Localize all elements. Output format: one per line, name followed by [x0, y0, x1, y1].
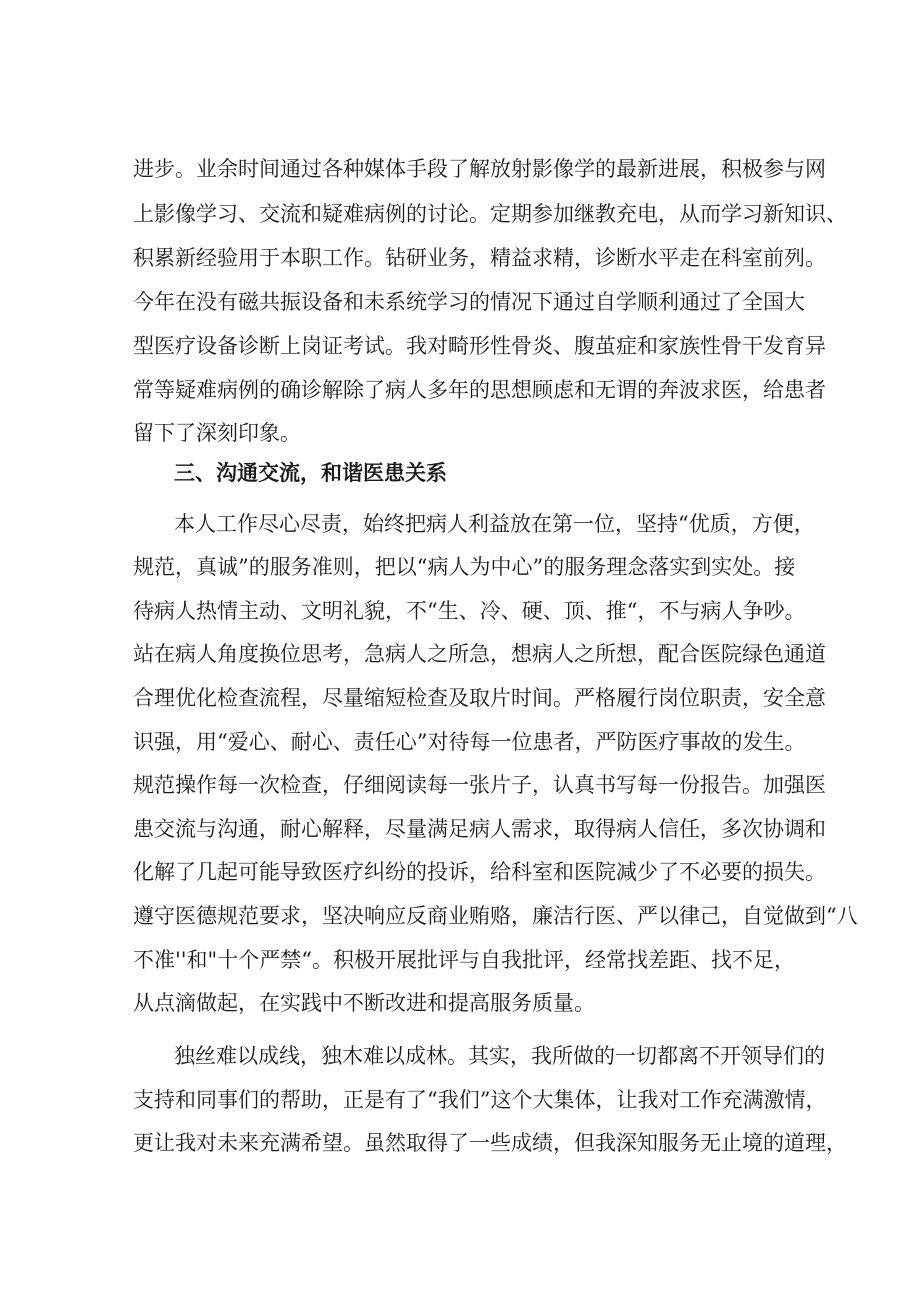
section-heading: 三、沟通交流，和谐医患关系: [174, 460, 447, 485]
paragraph-2-line: 本人工作尽心尽责，始终把病人利益放在第一位，坚持“优质，方便，: [174, 512, 815, 536]
paragraph-2-line: 不准''和"十个严禁“。积极开展批评与自我批评，经常找差距、找不足，: [133, 948, 795, 972]
paragraph-1-line: 型医疗设备诊断上岗证考试。我对畸形性骨炎、腹茧症和家族性骨干发育异: [133, 334, 826, 358]
paragraph-2-line: 规范，真诚”的服务准则，把以“病人为中心”的服务理念落实到实处。接: [133, 555, 796, 579]
paragraph-3-line: 独丝难以成线，独木难以成林。其实，我所做的一切都离不开领导们的: [174, 1044, 825, 1068]
paragraph-2-line: 站在病人角度换位思考，急病人之所急，想病人之所想，配合医院绿色通道: [133, 642, 826, 666]
paragraph-1-line: 留下了深刻印象。: [133, 421, 301, 445]
paragraph-2-line: 化解了几起可能导致医疗纠纷的投诉，给科室和医院减少了不必要的损失。: [133, 860, 826, 884]
paragraph-3-line: 更让我对未来充满希望。虽然取得了一些成绩，但我深知服务无止境的道理，: [133, 1131, 847, 1155]
paragraph-1-line: 今年在没有磁共振设备和未系统学习的情况下通过自学顺利通过了全国大: [133, 290, 805, 314]
paragraph-1-line: 积累新经验用于本职工作。钻研业务，精益求精，诊断水平走在科室前列。: [133, 246, 826, 270]
paragraph-2-line: 患交流与沟通，耐心解释，尽量满足病人需求，取得病人信任，多次协调和: [133, 817, 826, 841]
paragraph-2-line: 规范操作每一次检查，仔细阅读每一张片子，认真书写每一份报告。加强医: [133, 773, 826, 797]
paragraph-2-line: 待病人热情主动、文明礼貌，不“生、冷、硬、顶、推“，不与病人争吵。: [133, 599, 806, 623]
paragraph-1-line: 进步。业余时间通过各种媒体手段了解放射影像学的最新进展，积极参与网: [133, 157, 826, 181]
paragraph-1-line: 上影像学习、交流和疑难病例的讨论。定期参加继教充电，从而学习新知识、: [133, 202, 847, 226]
paragraph-1-line: 常等疑难病例的确诊解除了病人多年的思想顾虑和无谓的奔波求医，给患者: [133, 378, 826, 402]
paragraph-2-line: 合理优化检查流程，尽量缩短检查及取片时间。严格履行岗位职责，安全意: [133, 686, 826, 710]
paragraph-2-line: 遵守医德规范要求，坚决响应反商业贿赂，廉洁行医、严以律己，自觉做到“八: [133, 904, 858, 928]
paragraph-2-line: 识强，用“爱心、耐心、责任心”对待每一位患者，严防医疗事故的发生。: [133, 730, 806, 754]
paragraph-3-line: 支持和同事们的帮助，正是有了“我们”这个大集体，让我对工作充满激情，: [133, 1088, 827, 1112]
paragraph-2-line: 从点滴做起，在实践中不断改进和提高服务质量。: [133, 991, 595, 1015]
